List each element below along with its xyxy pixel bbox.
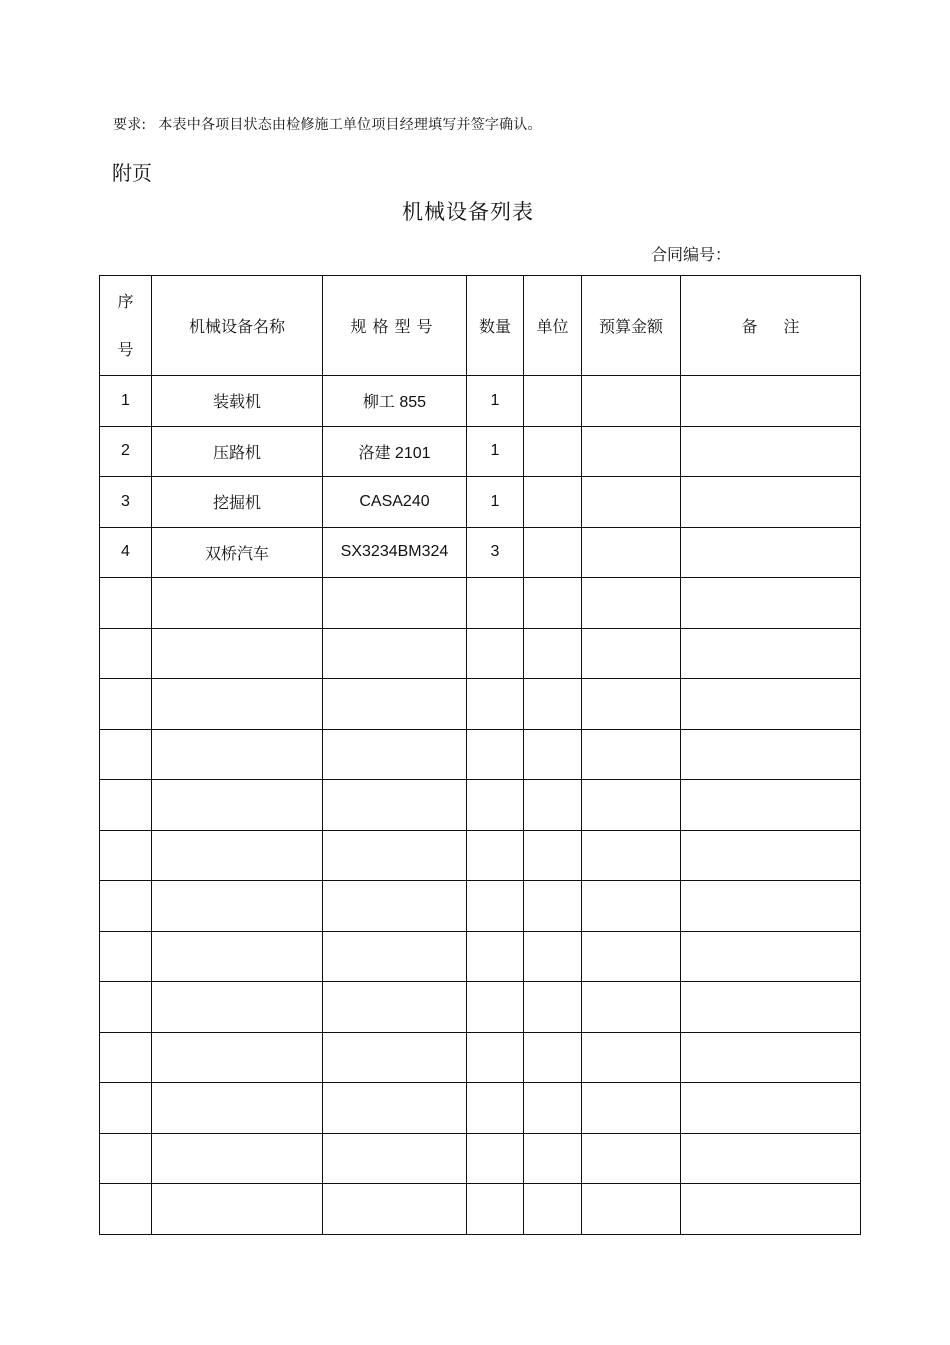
- cell-qty: [467, 780, 524, 831]
- cell-unit: [524, 1083, 582, 1134]
- table-row: [100, 881, 861, 932]
- table-row: [100, 830, 861, 881]
- cell-budget: [582, 527, 681, 578]
- cell-note: [681, 376, 861, 427]
- cell-unit: [524, 426, 582, 477]
- cell-qty: 1: [467, 477, 524, 528]
- header-model: 规格型号: [323, 276, 467, 376]
- cell-unit: [524, 679, 582, 730]
- cell-model: [323, 1133, 467, 1184]
- header-unit: 单位: [524, 276, 582, 376]
- table-row: [100, 679, 861, 730]
- requirement-label: 要求:: [113, 117, 147, 133]
- cell-seq: [100, 1133, 152, 1184]
- cell-seq: [100, 982, 152, 1033]
- cell-name: [152, 881, 323, 932]
- requirement-note: [113, 114, 542, 134]
- cell-name: [152, 1133, 323, 1184]
- cell-unit: [524, 1184, 582, 1235]
- cell-name: [152, 1032, 323, 1083]
- cell-qty: [467, 1083, 524, 1134]
- cell-budget: [582, 830, 681, 881]
- cell-unit: [524, 931, 582, 982]
- table-row: [100, 780, 861, 831]
- cell-model: 柳工 855: [323, 376, 467, 427]
- cell-note: [681, 780, 861, 831]
- cell-seq: 1: [100, 376, 152, 427]
- table-row: [100, 1184, 861, 1235]
- table-row: [100, 931, 861, 982]
- cell-name: 双桥汽车: [152, 527, 323, 578]
- cell-note: [681, 426, 861, 477]
- cell-budget: [582, 1184, 681, 1235]
- cell-seq: [100, 729, 152, 780]
- header-seq: 序号: [100, 276, 152, 376]
- requirement-text: 本表中各项目状态由检修施工单位项目经理填写并签字确认。: [158, 117, 542, 133]
- table-row: [100, 578, 861, 629]
- cell-budget: [582, 376, 681, 427]
- cell-note: [681, 1032, 861, 1083]
- cell-model: [323, 1032, 467, 1083]
- cell-qty: [467, 679, 524, 730]
- table-row: [100, 982, 861, 1033]
- cell-name: [152, 830, 323, 881]
- cell-note: [681, 1083, 861, 1134]
- cell-model: [323, 1184, 467, 1235]
- cell-seq: [100, 578, 152, 629]
- table-body: [100, 376, 861, 1235]
- cell-budget: [582, 679, 681, 730]
- cell-unit: [524, 780, 582, 831]
- cell-unit: [524, 1133, 582, 1184]
- cell-model: CASA240: [323, 477, 467, 528]
- cell-seq: [100, 1032, 152, 1083]
- cell-seq: [100, 931, 152, 982]
- cell-note: [681, 881, 861, 932]
- cell-budget: [582, 931, 681, 982]
- cell-name: [152, 982, 323, 1033]
- cell-qty: [467, 881, 524, 932]
- cell-note: [681, 1184, 861, 1235]
- cell-name: [152, 679, 323, 730]
- cell-seq: 4: [100, 527, 152, 578]
- cell-model: [323, 931, 467, 982]
- cell-note: [681, 830, 861, 881]
- cell-model: [323, 780, 467, 831]
- cell-seq: [100, 780, 152, 831]
- cell-unit: [524, 527, 582, 578]
- cell-qty: [467, 1184, 524, 1235]
- cell-budget: [582, 982, 681, 1033]
- header-qty: 数量: [467, 276, 524, 376]
- page-title: 机械设备列表: [402, 200, 534, 224]
- cell-budget: [582, 628, 681, 679]
- cell-seq: [100, 628, 152, 679]
- table-row: [100, 527, 861, 578]
- cell-note: [681, 1133, 861, 1184]
- cell-unit: [524, 628, 582, 679]
- cell-unit: [524, 477, 582, 528]
- cell-name: [152, 628, 323, 679]
- cell-seq: [100, 679, 152, 730]
- cell-budget: [582, 881, 681, 932]
- cell-note: [681, 477, 861, 528]
- cell-model: [323, 982, 467, 1033]
- cell-unit: [524, 881, 582, 932]
- cell-qty: [467, 982, 524, 1033]
- cell-note: [681, 628, 861, 679]
- appendix-label: 附页: [112, 161, 152, 185]
- cell-budget: [582, 729, 681, 780]
- cell-note: [681, 679, 861, 730]
- cell-model: [323, 881, 467, 932]
- cell-qty: [467, 628, 524, 679]
- cell-budget: [582, 1032, 681, 1083]
- cell-budget: [582, 780, 681, 831]
- cell-note: [681, 729, 861, 780]
- cell-seq: [100, 1184, 152, 1235]
- header-name: 机械设备名称: [152, 276, 323, 376]
- cell-qty: [467, 729, 524, 780]
- cell-name: 装载机: [152, 376, 323, 427]
- table-header-row: [100, 276, 861, 376]
- cell-budget: [582, 1133, 681, 1184]
- cell-seq: [100, 830, 152, 881]
- cell-name: 压路机: [152, 426, 323, 477]
- cell-note: [681, 982, 861, 1033]
- cell-qty: [467, 830, 524, 881]
- cell-unit: [524, 376, 582, 427]
- cell-budget: [582, 1083, 681, 1134]
- cell-name: [152, 1083, 323, 1134]
- header-note: 备注: [681, 276, 861, 376]
- cell-unit: [524, 830, 582, 881]
- cell-model: SX3234BM324: [323, 527, 467, 578]
- cell-unit: [524, 1032, 582, 1083]
- cell-qty: [467, 1133, 524, 1184]
- table-row: [100, 1133, 861, 1184]
- table-row: [100, 628, 861, 679]
- table-row: [100, 376, 861, 427]
- equipment-table: [99, 275, 861, 1235]
- cell-name: [152, 780, 323, 831]
- cell-unit: [524, 729, 582, 780]
- cell-model: [323, 729, 467, 780]
- cell-note: [681, 931, 861, 982]
- cell-budget: [582, 426, 681, 477]
- cell-model: [323, 830, 467, 881]
- cell-model: [323, 578, 467, 629]
- table-row: [100, 477, 861, 528]
- cell-model: 洛建 2101: [323, 426, 467, 477]
- cell-qty: 1: [467, 376, 524, 427]
- cell-unit: [524, 578, 582, 629]
- cell-note: [681, 578, 861, 629]
- cell-name: [152, 931, 323, 982]
- cell-name: [152, 578, 323, 629]
- cell-seq: 3: [100, 477, 152, 528]
- cell-budget: [582, 477, 681, 528]
- cell-seq: 2: [100, 426, 152, 477]
- cell-name: [152, 1184, 323, 1235]
- header-budget: 预算金额: [582, 276, 681, 376]
- cell-model: [323, 628, 467, 679]
- cell-note: [681, 527, 861, 578]
- table-row: [100, 1032, 861, 1083]
- cell-budget: [582, 578, 681, 629]
- cell-unit: [524, 982, 582, 1033]
- cell-seq: [100, 881, 152, 932]
- cell-model: [323, 679, 467, 730]
- cell-qty: 3: [467, 527, 524, 578]
- cell-qty: [467, 931, 524, 982]
- cell-model: [323, 1083, 467, 1134]
- table-row: [100, 729, 861, 780]
- cell-seq: [100, 1083, 152, 1134]
- contract-number-label: 合同编号：: [651, 245, 732, 264]
- table-row: [100, 426, 861, 477]
- cell-name: 挖掘机: [152, 477, 323, 528]
- cell-name: [152, 729, 323, 780]
- table-row: [100, 1083, 861, 1134]
- cell-qty: [467, 1032, 524, 1083]
- cell-qty: [467, 578, 524, 629]
- cell-qty: 1: [467, 426, 524, 477]
